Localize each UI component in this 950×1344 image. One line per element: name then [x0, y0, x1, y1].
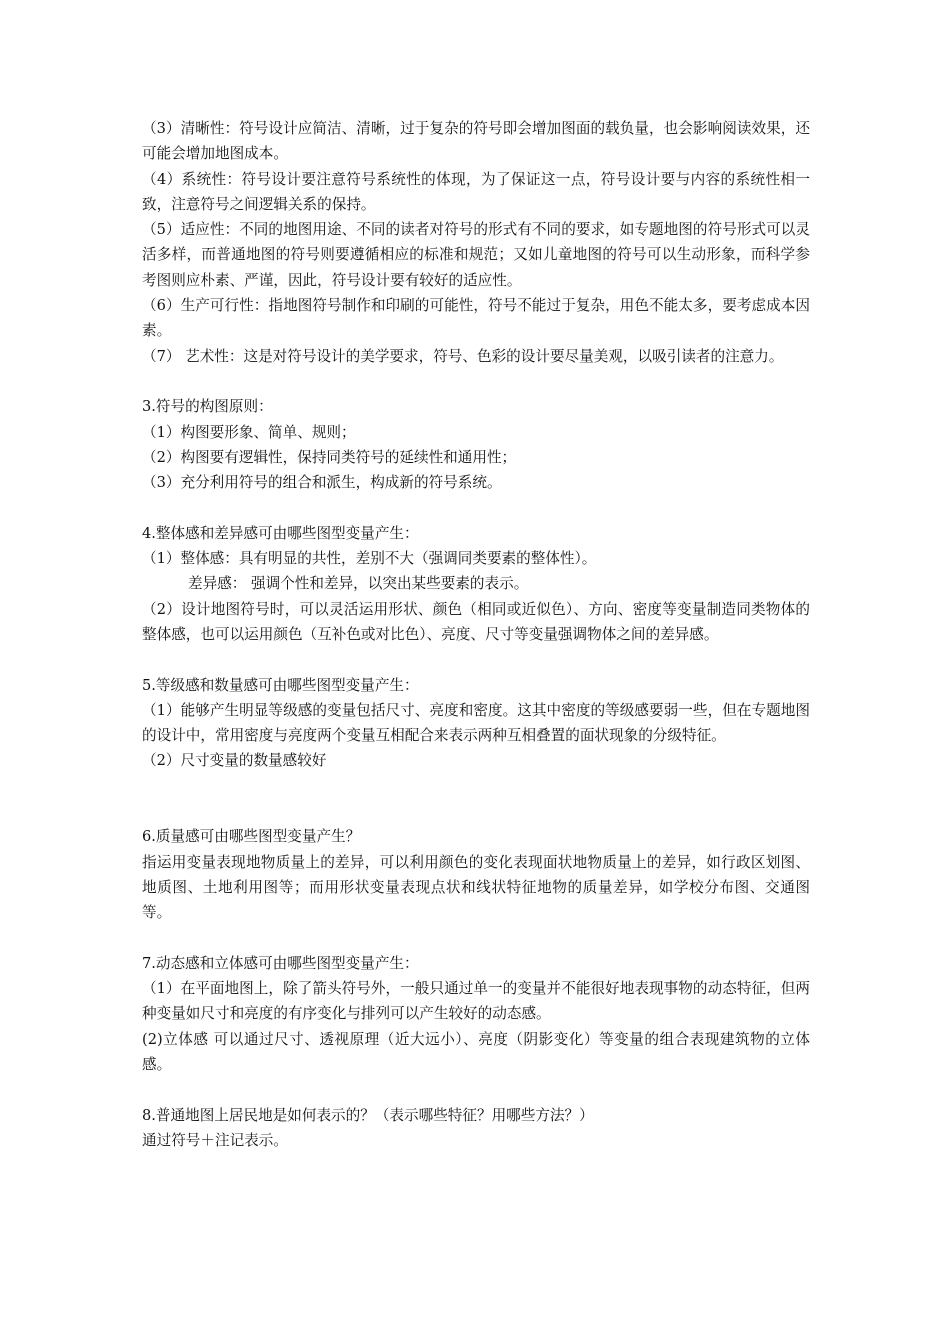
paragraph-systematic: （4）系统性：符号设计要注意符号系统性的体现，为了保证这一点，符号设计要与内容的系统性相一致，注意符号之间逻辑关系的保持。 — [142, 170, 810, 213]
section-4-heading: 4.整体感和差异感可由哪些图型变量产生： — [142, 524, 419, 542]
section-7-heading: 7.动态感和立体感可由哪些图型变量产生： — [142, 954, 419, 972]
paragraph-artistry: （7） 艺术性：这是对符号设计的美学要求，符号、色彩的设计要尽量美观，以吸引读者的注意力。 — [142, 347, 784, 365]
section-4-item-2: （2）设计地图符号时，可以灵活运用形状、颜色（相同或近似色）、方向、密度等变量制造同类物体的整体感，也可以运用颜色（互补色或对比色）、亮度、尺寸等变量强调物体之间的差异感。 — [142, 600, 810, 643]
section-3-item-3: （3）充分利用符号的组合和派生，构成新的符号系统。 — [142, 474, 502, 492]
section-4-item-1-difference: 差异感： 强调个性和差异，以突出某些要素的表示。 — [188, 575, 529, 593]
spacer — [142, 774, 810, 825]
section-3-heading: 3.符号的构图原则： — [142, 398, 273, 416]
spacer — [142, 647, 810, 672]
section-5-item-1: （1）能够产生明显等级感的变量包括尺寸、亮度和密度。这其中密度的等级感要弱一些，但在专题地图的设计中，常用密度与亮度两个变量互相配合来表示两种互相叠置的面状现象的分级特征。 — [142, 701, 810, 745]
paragraph-adaptability: （5）适应性：不同的地图用途、不同的读者对符号的形式有不同的要求，如专题地图的符号形式可以灵活多样，而普通地图的符号则要遵循相应的标准和规范；又如儿童地图的符号可以生动形象，而科学参考图则应朴素、严谨，因此，符号设计要有较好的适应性。 — [142, 221, 810, 289]
spacer — [142, 926, 810, 951]
section-7-item-2: (2)立体感 可以通过尺寸、透视原理（近大远小）、亮度（阴影变化）等变量的组合表现建筑物的立体感。 — [142, 1030, 810, 1073]
paragraph-feasibility: （6）生产可行性：指地图符号制作和印刷的可能性，符号不能过于复杂，用色不能太多，要考虑成本因素。 — [142, 297, 810, 340]
section-6-body: 指运用变量表现地物质量上的差异，可以利用颜色的变化表现面状地物质量上的差异，如行政区划图、地质图、土地利用图等；而用形状变量表现点状和线状特征地物的质量差异，如学校分布图、交通图等。 — [142, 853, 810, 922]
section-8-heading: 8.普通地图上居民地是如何表示的？（表示哪些特征？用哪些方法？） — [142, 1106, 594, 1124]
document-page — [142, 116, 810, 1153]
section-5-item-2: （2）尺寸变量的数量感较好 — [142, 752, 327, 770]
paragraph-clarity: （3）清晰性：符号设计应简洁、清晰，过于复杂的符号即会增加图面的载负量，也会影响阅读效果，还可能会增加地图成本。 — [142, 120, 810, 163]
spacer — [142, 1077, 810, 1102]
spacer — [142, 369, 810, 394]
section-3-item-1: （1）构图要形象、简单、规则； — [142, 423, 356, 441]
section-8-body: 通过符号＋注记表示。 — [142, 1131, 288, 1149]
section-6-heading: 6.质量感可由哪些图型变量产生？ — [142, 828, 361, 846]
section-3-item-2: （2）构图要有逻辑性，保持同类符号的延续性和通用性； — [142, 448, 517, 466]
section-4-item-1: （1）整体感：具有明显的共性，差别不大（强调同类要素的整体性）。 — [142, 550, 597, 568]
section-7-item-1: （1）在平面地图上，除了箭头符号外，一般只通过单一的变量并不能很好地表现事物的动态特征，但两种变量如尺寸和亮度的有序变化与排列可以产生较好的动态感。 — [142, 980, 810, 1023]
spacer — [142, 495, 810, 520]
section-5-heading: 5.等级感和数量感可由哪些图型变量产生： — [142, 676, 419, 694]
